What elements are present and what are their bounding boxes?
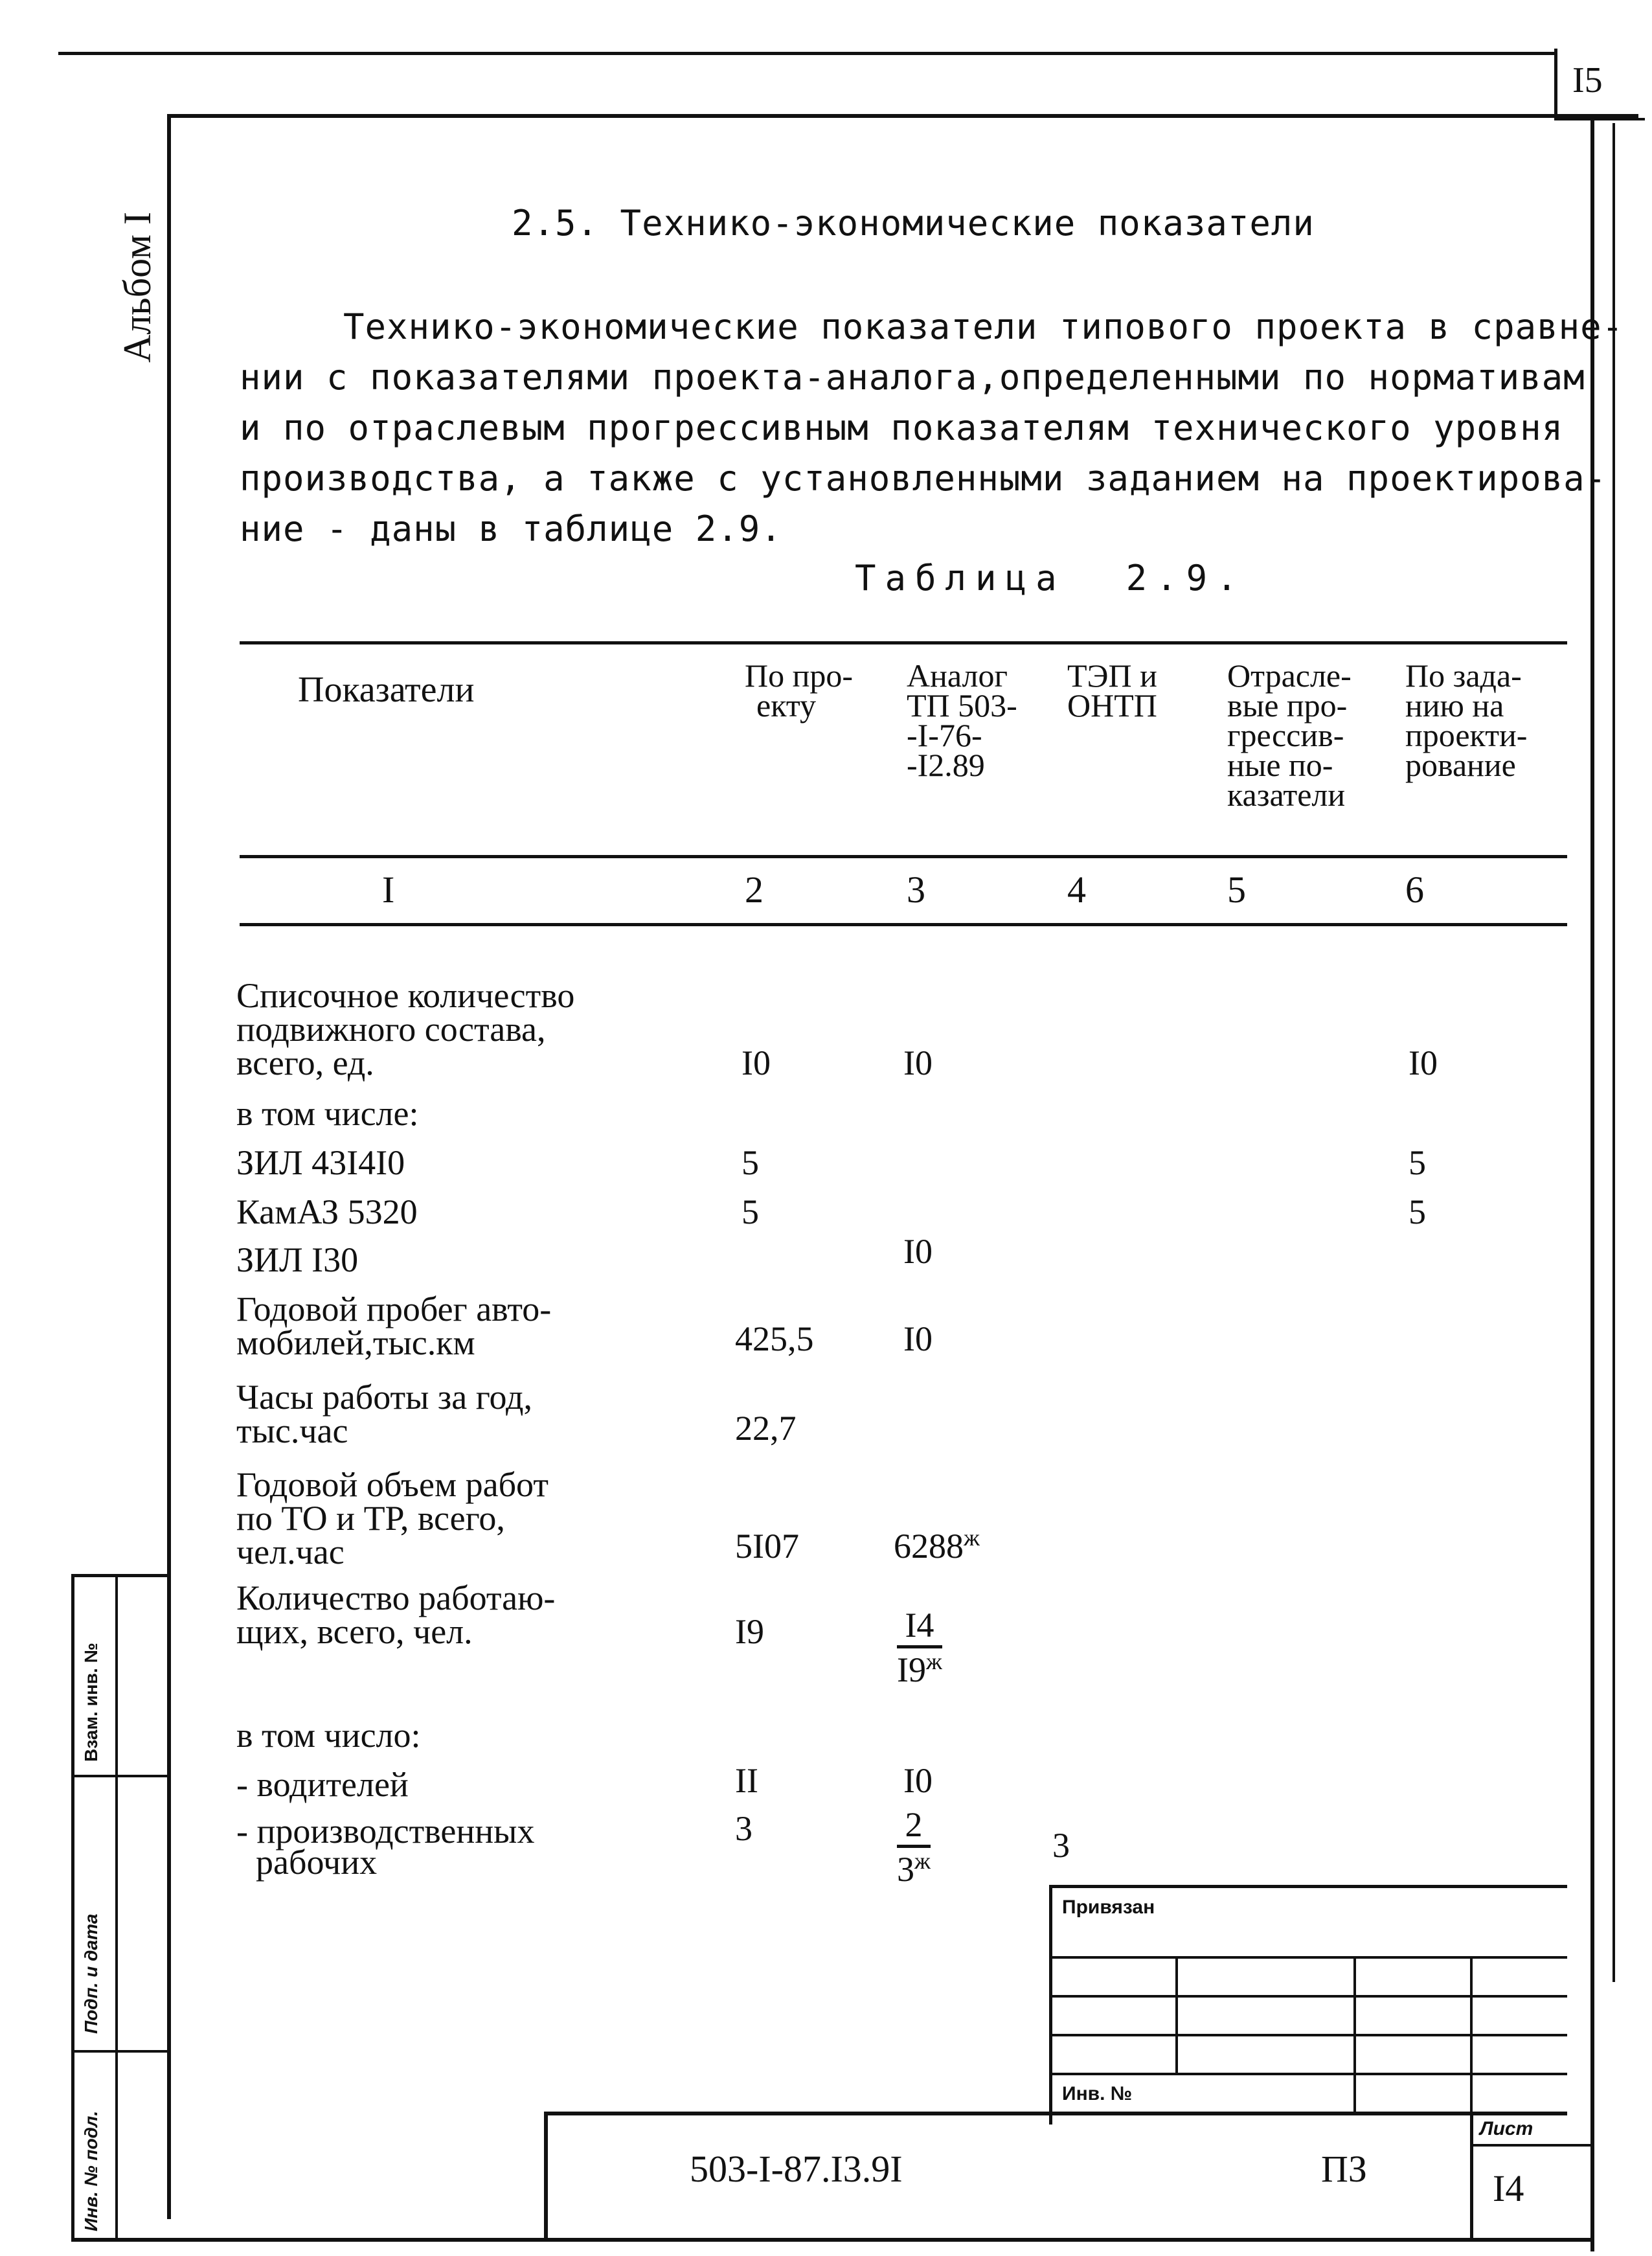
- table-row-label: подвижного состава,: [236, 1010, 546, 1049]
- table-cell-project: 5: [741, 1192, 759, 1231]
- table-cell-task: 5: [1409, 1143, 1426, 1182]
- title-block-left: [544, 2112, 548, 2241]
- header-col-3-line-2: ТП 503-: [907, 687, 1017, 724]
- table-row-label: щих, всего, чел.: [236, 1612, 473, 1651]
- header-col-3-line-4: -I2.89: [907, 747, 985, 783]
- column-number-5: 5: [1227, 869, 1246, 911]
- table-row-label: мобилей,тыс.км: [236, 1323, 475, 1362]
- page-number-box-left: [1554, 49, 1557, 120]
- paragraph-line-5: ние - даны в таблице 2.9.: [240, 508, 782, 549]
- sheet-box-left: [1470, 2112, 1473, 2241]
- table-rule-top: [240, 641, 1567, 644]
- paragraph-line-3: и по отраслевым прогрессивным показателям технического уровня: [240, 407, 1564, 448]
- footnote-mark: ж: [914, 1848, 931, 1874]
- side-stamp-vzam-inv: Взам. инв. №: [81, 1643, 101, 1762]
- header-col-5-line-2: вые про-: [1227, 687, 1348, 724]
- table-row-label: в том числе:: [236, 1094, 419, 1133]
- table-cell-project: I9: [735, 1612, 764, 1651]
- column-number-1: I: [382, 869, 395, 911]
- table-cell-project: 22,7: [735, 1409, 797, 1448]
- table-cell-tep: 3: [1052, 1826, 1070, 1865]
- fraction-denominator-value: I9: [897, 1650, 926, 1689]
- table-cell-task: I0: [1409, 1043, 1438, 1082]
- stamp-grid-v3: [1470, 1956, 1473, 2112]
- table-row-label: ЗИЛ 43I4I0: [236, 1143, 405, 1182]
- sheet-label: Лист: [1480, 2118, 1533, 2139]
- table-cell-analog-fraction: [897, 1608, 942, 1687]
- header-col-4-line-2: ОНТП: [1067, 687, 1157, 724]
- table-cell-project: I0: [741, 1043, 771, 1082]
- side-stamp-divider: [115, 1574, 118, 2241]
- table-row-label: рабочих: [256, 1843, 378, 1882]
- header-col-3-line-3: -I-76-: [907, 717, 982, 753]
- frame-bottom: [71, 2238, 1594, 2242]
- stamp-grid-v1: [1175, 1956, 1178, 2073]
- stamp-grid-h4: [1049, 2073, 1567, 2075]
- stamp-inv-no: Инв. №: [1062, 2083, 1133, 2104]
- table-row-label: тыс.час: [236, 1411, 348, 1450]
- page-number-box-bottom: [1554, 118, 1645, 120]
- header-col-1: Показатели: [298, 670, 475, 710]
- table-cell-analog-fraction: [897, 1807, 931, 1887]
- table-row-label: ЗИЛ I30: [236, 1240, 359, 1279]
- frame-top: [167, 114, 1638, 118]
- header-col-5-line-4: ные по-: [1227, 747, 1333, 783]
- fraction-denominator: [897, 1848, 931, 1887]
- header-col-6-line-1: По зада-: [1405, 657, 1522, 694]
- table-row-label: - водителей: [236, 1765, 409, 1804]
- table-rule-header-bottom: [240, 855, 1567, 858]
- table-rule-numbers-bottom: [240, 923, 1567, 926]
- stamp-box-top: [1049, 1885, 1567, 1888]
- table-row-label: Количество работаю-: [236, 1578, 556, 1617]
- table-caption: Таблица 2.9.: [855, 558, 1247, 598]
- table-cell-project: 425,5: [735, 1319, 814, 1358]
- table-row-label: в том число:: [236, 1716, 421, 1755]
- column-number-4: 4: [1067, 869, 1086, 911]
- frame-left: [167, 114, 171, 2219]
- header-col-6-line-4: рование: [1405, 747, 1516, 783]
- table-cell-analog: I0: [903, 1043, 933, 1082]
- table-cell-analog: I0: [903, 1319, 933, 1358]
- stamp-privyazan: Привязан: [1062, 1897, 1155, 1918]
- table-cell-project: 5I07: [735, 1527, 799, 1566]
- table-row-label: Часы работы за год,: [236, 1378, 532, 1417]
- column-number-6: 6: [1405, 869, 1424, 911]
- paragraph-line-4: производства, а также с установленными заданием на проектирова-: [240, 458, 1607, 499]
- header-col-2-line-1: По про-: [745, 657, 854, 694]
- footnote-mark: ж: [925, 1648, 942, 1674]
- side-stamp-left: [71, 1574, 74, 2241]
- document-code: 503-I-87.I3.9I: [690, 2148, 903, 2190]
- header-col-6-line-2: нию на: [1405, 687, 1504, 724]
- sheet-box-mid: [1470, 2144, 1593, 2147]
- title-block-top: [544, 2112, 1567, 2115]
- fraction-denominator-value: 3: [897, 1850, 914, 1889]
- header-col-4-line-1: ТЭП и: [1067, 657, 1157, 694]
- section-title: 2.5. Технико-экономические показатели: [512, 203, 1315, 244]
- paragraph-line-1: Технико-экономические показатели типового проекта в сравне-: [343, 306, 1624, 347]
- table-cell-analog-value: 6288: [894, 1527, 964, 1566]
- header-col-2-line-2: екту: [756, 687, 817, 724]
- side-stamp-top: [71, 1574, 170, 1577]
- stamp-grid-h2: [1049, 1995, 1567, 1998]
- table-row-label: Списочное количество: [236, 976, 575, 1015]
- stamp-grid-h1: [1049, 1956, 1567, 1959]
- table-cell-analog: I0: [903, 1761, 933, 1800]
- table-row-label: чел.час: [236, 1532, 345, 1571]
- side-stamp-h2: [71, 2050, 170, 2053]
- album-label: Альбом I: [116, 212, 159, 363]
- table-cell-analog: I0: [903, 1232, 933, 1271]
- side-stamp-podp-data: Подп. и дата: [81, 1913, 101, 2034]
- page-number: I5: [1572, 60, 1603, 100]
- frame-right-outer: [1612, 123, 1615, 1982]
- table-cell-project: 5: [741, 1143, 759, 1182]
- column-number-3: 3: [907, 869, 925, 911]
- document-type: ПЗ: [1321, 2148, 1367, 2190]
- stamp-grid-h3: [1049, 2034, 1567, 2036]
- table-cell-project: II: [735, 1761, 758, 1800]
- fraction-denominator: [897, 1648, 942, 1687]
- header-col-6-line-3: проекти-: [1405, 717, 1528, 753]
- stamp-box-left: [1049, 1885, 1052, 2125]
- header-col-5-line-5: казатели: [1227, 777, 1346, 813]
- table-row-label: Годовой объем работ: [236, 1465, 549, 1504]
- footnote-mark: ж: [964, 1525, 980, 1551]
- column-number-2: 2: [745, 869, 764, 911]
- paragraph-line-2: нии с показателями проекта-аналога,определенными по нормативам: [240, 357, 1585, 398]
- table-row-label: по ТО и ТР, всего,: [236, 1499, 505, 1538]
- header-col-3-line-1: Аналог: [907, 657, 1008, 694]
- fraction-numerator: I4: [897, 1608, 942, 1648]
- stamp-grid-v2: [1353, 1956, 1356, 2112]
- frame-right: [1590, 114, 1594, 2251]
- header-col-5-line-1: Отрасле-: [1227, 657, 1352, 694]
- header-col-5-line-3: грессив-: [1227, 717, 1344, 753]
- table-row-label: всего, ед.: [236, 1043, 374, 1082]
- table-cell-project: 3: [735, 1809, 752, 1848]
- table-row-label: Годовой пробег авто-: [236, 1290, 552, 1328]
- table-cell-analog: [894, 1525, 980, 1566]
- table-row-label: - производственных: [236, 1812, 535, 1851]
- top-rule: [58, 52, 1554, 55]
- side-stamp-h1: [71, 1775, 170, 1777]
- side-stamp-inv-podl: Инв. № подл.: [81, 2110, 101, 2231]
- sheet-number: I4: [1493, 2167, 1524, 2209]
- table-cell-task: 5: [1409, 1192, 1426, 1231]
- fraction-numerator: 2: [897, 1807, 931, 1848]
- table-row-label: КамАЗ 5320: [236, 1192, 418, 1231]
